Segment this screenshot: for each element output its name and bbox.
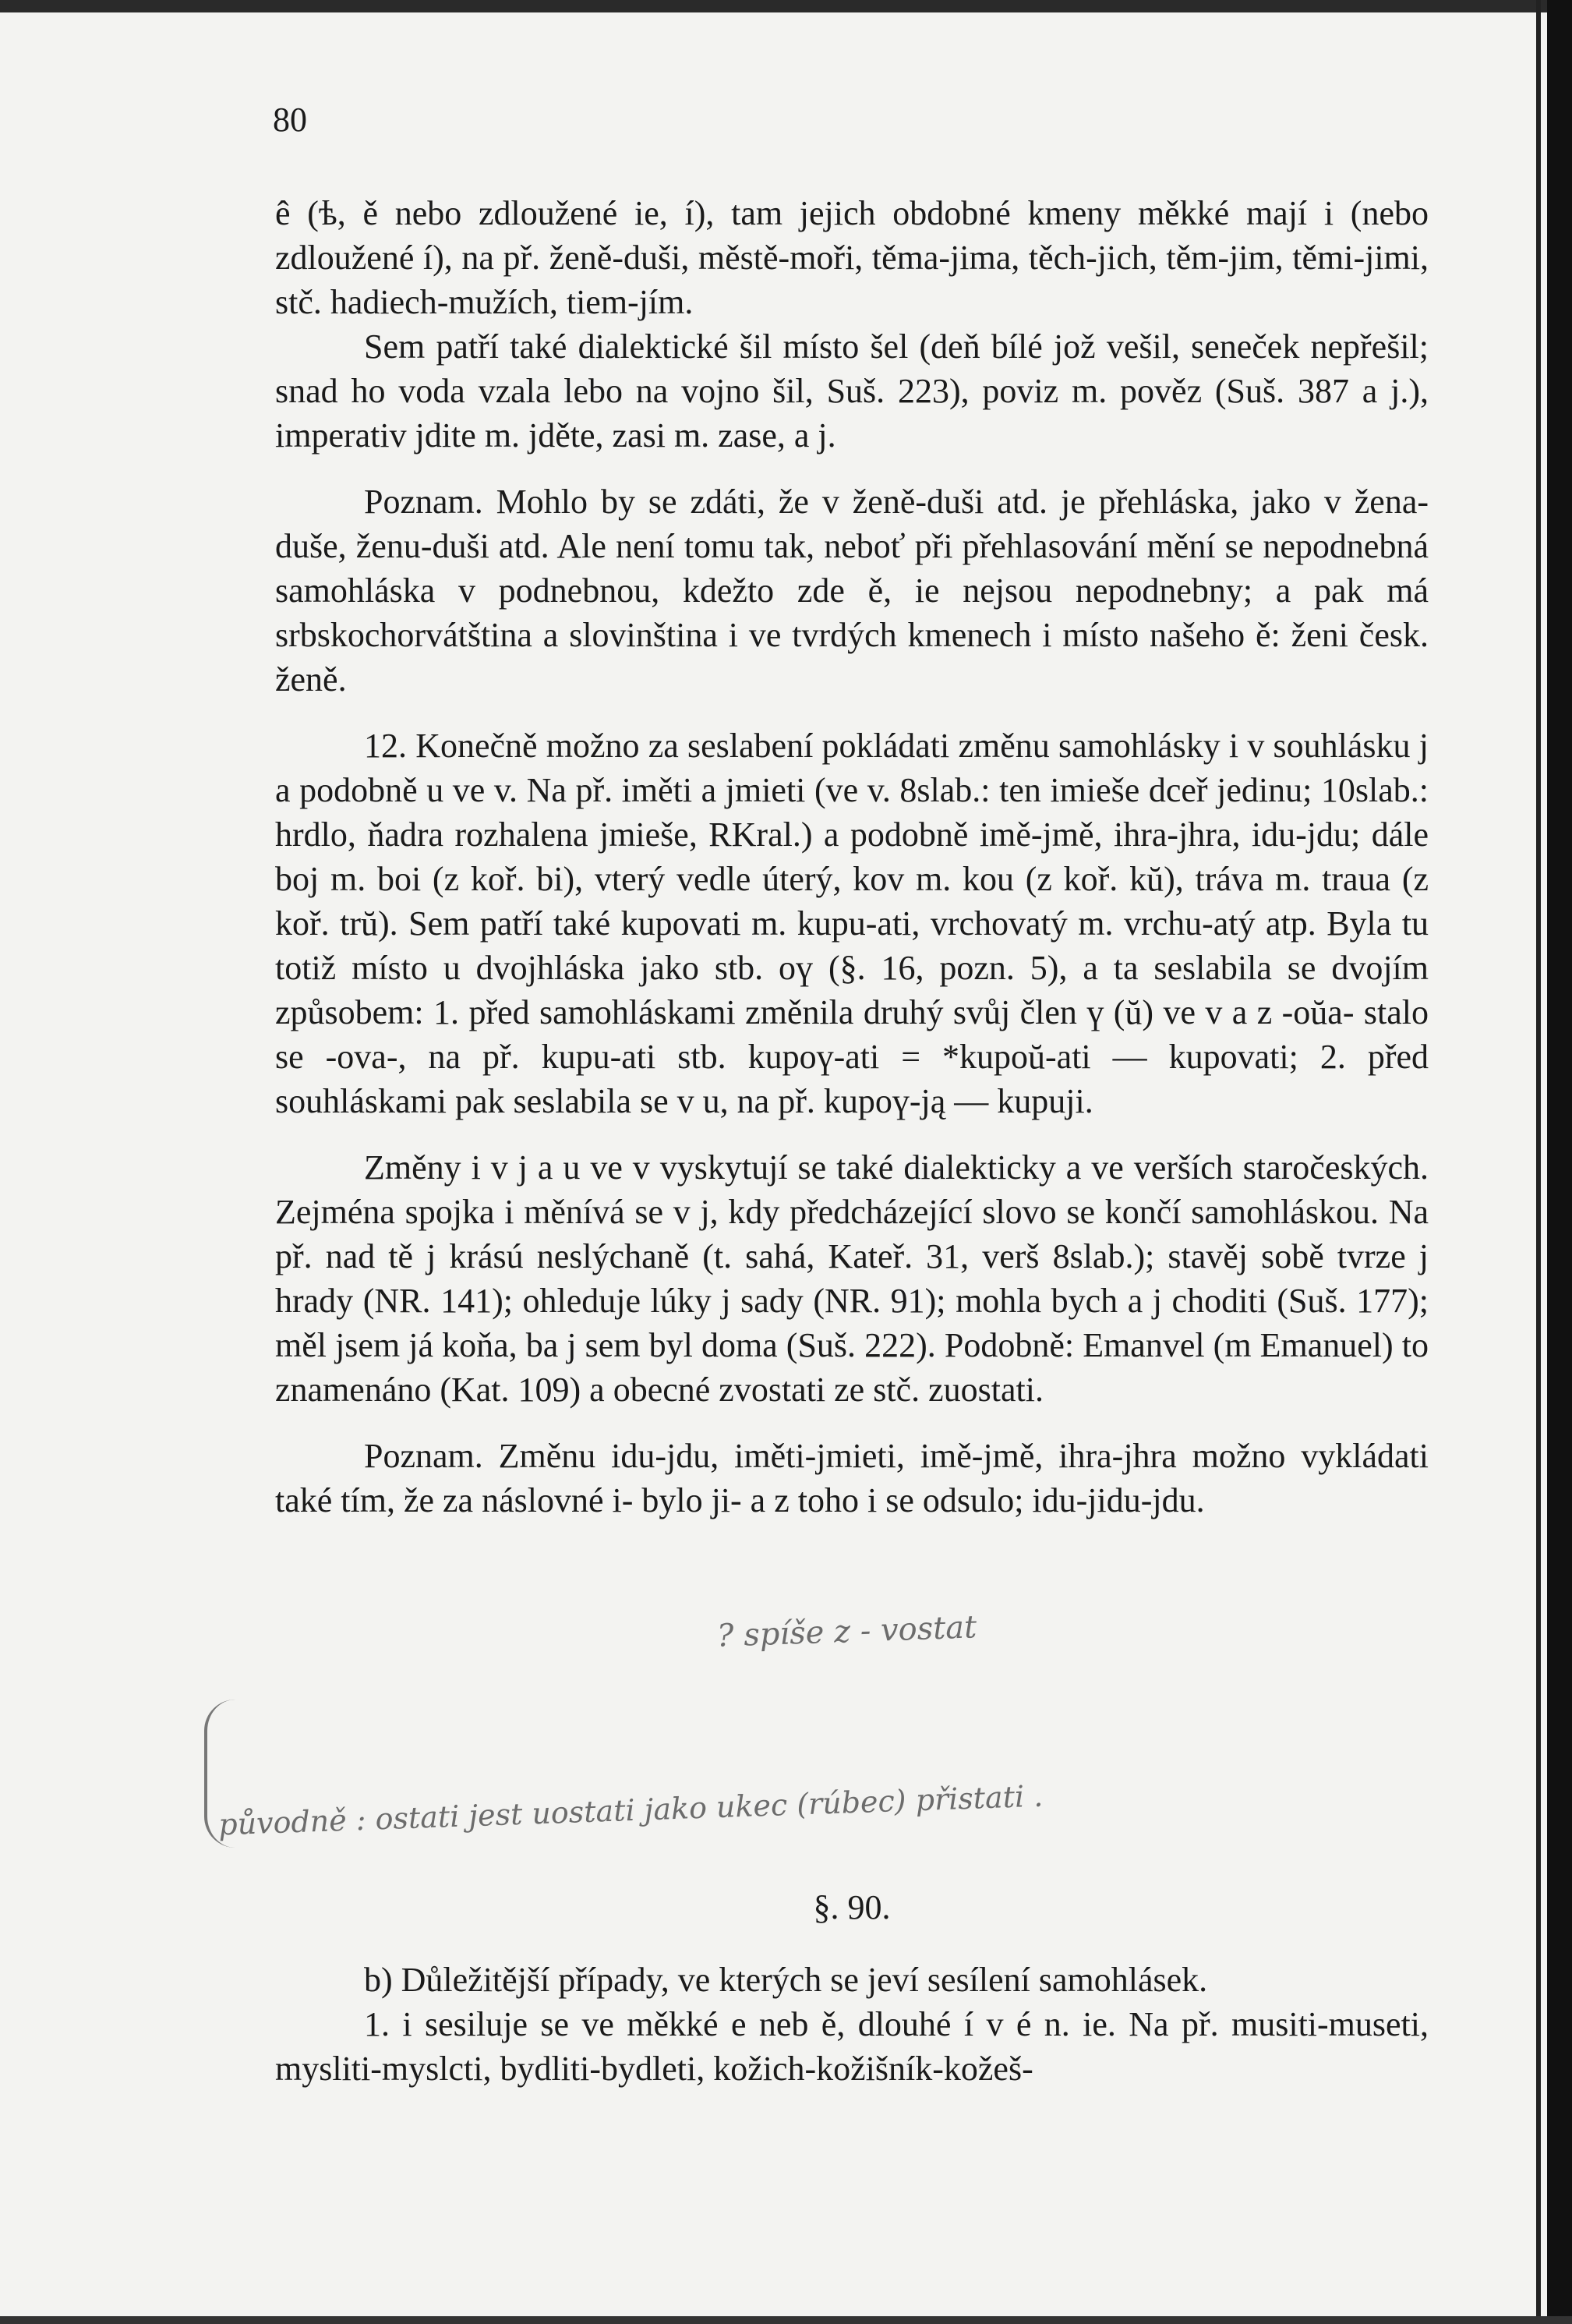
paragraph-5: b) Důležitější případy, ve kterých se jeví sesílení samohlásek. (364, 1961, 1208, 1999)
handwritten-note-2: původně : ostati jest uostati jako ukec (rúbec) přistati . (217, 1778, 1044, 1842)
paragraph-2: Sem patří také dialektické šil místo šel (deň bílé jož vešil, seneček nepřešil; snad ho voda vzala lebo na vojno šil, Suš. 223), poviz m. pověz (Suš. 387 a j.), imperativ jdite m. jděte, zasi m. zase, a j. (275, 327, 1429, 455)
paragraph-note-1: Poznam. Mohlo by se zdáti, že v ženě-duši atd. je přehláska, jako v žena-duše, ženu-duši atd. Ale není tomu tak, neboť při přehlasování mění se nepodnebná samohláska v podnebnou, kdežto zde ě, ie nejsou nepodnebny; a pak má srbskochorvátština a slovinština i ve tvrdých kmenech i místo našeho ě: ženi česk. ženě. (275, 483, 1429, 699)
scan-edge-top (0, 0, 1572, 12)
body-text-bottom (275, 1863, 1429, 2091)
paragraph-note-2: Poznam. Změnu idu-jdu, iměti-jmieti, imě-jmě, ihra-jhra možno vykládati také tím, že za náslovné i- bylo ji- a z toho i se odsulo; idu-jidu-jdu. (275, 1437, 1429, 1519)
scan-edge-line (1536, 0, 1541, 2324)
page-number: 80 (273, 101, 307, 139)
body-text-top (275, 191, 1429, 1523)
paragraph-1: ê (ѣ, ě nebo zdloužené ie, í), tam jejich obdobné kmeny měkké mají i (nebo zdloužené í), na př. ženě-duši, městě-moři, těma-jima, těch-jich, těm-jim, těmi-jimi, stč. hadiech-mužích, tiem-jím. (275, 194, 1429, 321)
section-heading: §. 90. (813, 1888, 891, 1926)
paragraph-3: 12. Konečně možno za seslabení pokládati změnu samohlásky i v souhlásku j a podobně u ve v. Na př. iměti a jmieti (ve v. 8slab.: ten imieše dceř jedinu; 10slab.: hrdlo, ňadra rozhalena jmieše, RKral.) a podobně imě-jmě, ihra-jhra, idu-jdu; dále boj m. boi (z koř. bi), vterý vedle úterý, kov m. kou (z koř. kŭ), tráva m. traua (z koř. trŭ). Sem patří také kupovati m. kupu-ati, vrchovatý m. vrchu-atý atp. Byla tu totiž místo u dvojhláska jako stb. оү (§. 16, pozn. 5), a ta seslabila se dvojím způsobem: 1. před samohláskami změnila druhý svůj člen ү (ŭ) ve v a z -oŭa- stalo se -ova-, na př. kupu-ati stb. kupоү-ati = *kupoŭ-ati — kupovati; 2. před souhláskami pak seslabila se v u, na př. kupоү-ją — kupuji. (275, 727, 1429, 1120)
handwritten-note-1: ? spíše z - vostat (716, 1609, 977, 1654)
scan-edge-bottom (0, 2316, 1572, 2324)
paragraph-4: Změny i v j a u ve v vyskytují se také dialekticky a ve verších staročeských. Zejména spojka i měnívá se v j, kdy předcházející slovo se končí samohláskou. Na př. nad tě j krású neslýchaně (t. sahá, Kateř. 31, verš 8slab.); stavěj sobě tvrze j hrady (NR. 141); ohleduje lúky j sady (NR. 91); mohla bych a j choditi (Suš. 177); měl jsem já koňa, ba j sem byl doma (Suš. 222). Podobně: Emanvel (m Emanuel) to znamenáno (Kat. 109) a obecné zvostati ze stč. zuostati. (275, 1148, 1429, 1409)
scan-edge-right (1547, 0, 1572, 2324)
paragraph-6: 1. i sesiluje se ve měkké e neb ě, dlouhé í v é n. ie. Na př. musiti-museti, mysliti-myslcti, bydliti-bydleti, kožich-kožišník-kožeš- (275, 2005, 1429, 2088)
